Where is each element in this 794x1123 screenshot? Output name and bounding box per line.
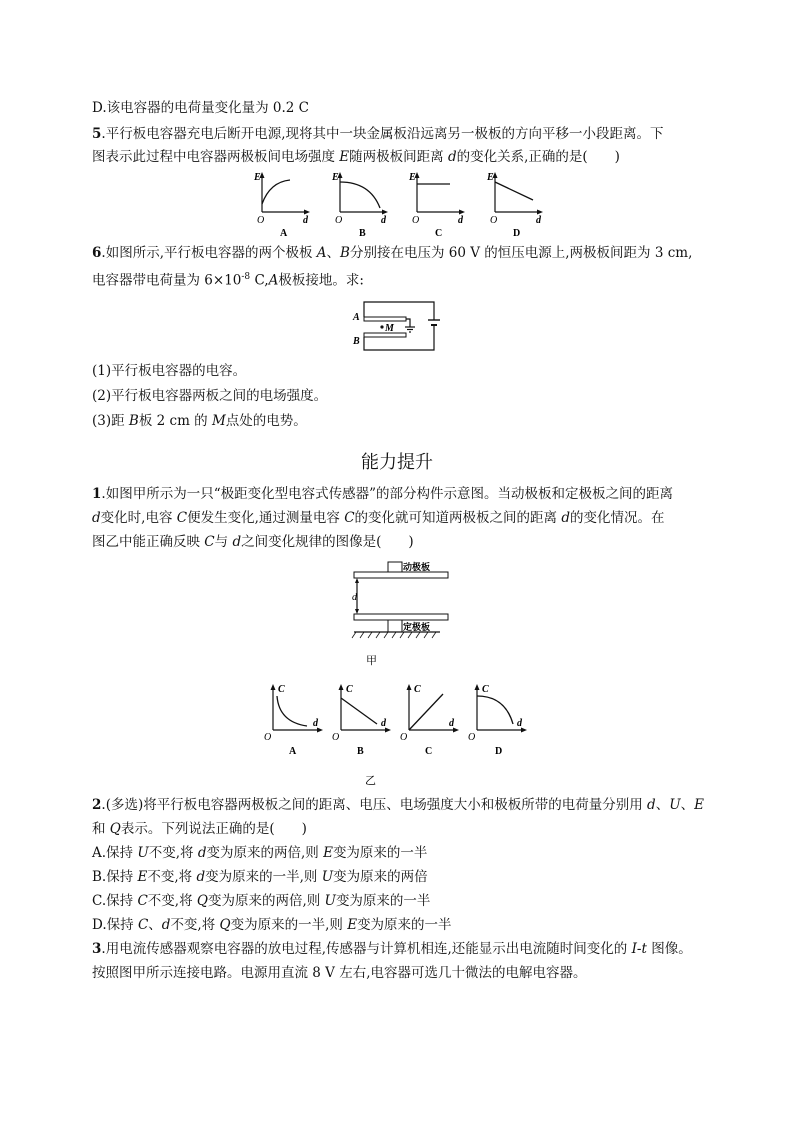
graph-d (468, 684, 527, 757)
figure-caption: 乙 (365, 775, 376, 787)
graph-c (408, 172, 465, 239)
option-text: D.该电容器的电荷量变化量为 0.2 C (92, 100, 310, 116)
arrowhead (382, 210, 388, 215)
var-it: I-t (631, 941, 647, 957)
plate-a (364, 317, 406, 321)
question-number: 3 (92, 941, 102, 957)
p2-option-a (92, 844, 427, 862)
arrowhead (355, 609, 359, 614)
figure-caption: 甲 (366, 655, 377, 667)
p1-stem-line1 (92, 485, 673, 503)
origin-label: O (400, 732, 408, 743)
var: E (137, 869, 148, 885)
x-label: d (381, 215, 386, 226)
y-label: C (346, 684, 353, 695)
option-text: 变为原来的一半,则 (230, 917, 348, 933)
option-label: A (289, 746, 297, 757)
stem-text: 便发生变化,通过测量电容 (187, 510, 345, 526)
y-label: C (482, 684, 489, 695)
stem-text: 按照图甲所示连接电路。电源用直流 8 V 左右,电容器可选几十微法的电解电容器。 (92, 965, 587, 981)
gap-label: d (352, 592, 357, 603)
var: U (137, 845, 149, 861)
q6-sub2 (92, 387, 327, 405)
option-label: C (435, 228, 443, 239)
option-text: C.保持 (92, 893, 138, 909)
ground-lead (406, 319, 410, 327)
stem-text: 之间变化规律的图像是( ) (241, 534, 414, 550)
point-m-label: M (385, 323, 394, 334)
fixed-plate (354, 614, 448, 620)
fixed-plate-label: 定极板 (403, 622, 431, 632)
curve (409, 694, 443, 730)
sub-question: 点处的电势。 (225, 413, 307, 429)
option-label: D (495, 746, 503, 757)
y-label: E (487, 172, 494, 183)
option-text: 变为原来的两倍,则 (206, 845, 324, 861)
var-b: B (340, 245, 350, 261)
curve (340, 182, 380, 208)
var-e: E (339, 149, 350, 165)
stem-text: C, (250, 272, 269, 289)
p2-option-c (92, 892, 430, 910)
origin-label: O (264, 732, 272, 743)
prev-option-d (92, 99, 309, 117)
stem-text: .(多选)将平行板电容器两极板之间的距离、电压、电场强度大小和极板所带的电荷量分别用 (101, 797, 648, 813)
stem-text: 、 (326, 245, 341, 261)
p2-stem-line2 (92, 820, 307, 838)
option-text: 变为原来的一半 (357, 917, 452, 933)
option-label: A (280, 228, 288, 239)
plate-b-label: B (353, 336, 360, 347)
origin-label: O (490, 215, 498, 226)
p2-option-d (92, 916, 452, 934)
q5-stem-line2 (92, 148, 620, 166)
arrowhead (271, 684, 276, 690)
stem-text: 随两极板间距离 (349, 149, 448, 165)
arrowhead (355, 578, 359, 583)
curve (341, 698, 377, 724)
var: C (137, 917, 149, 933)
graph-b (332, 684, 391, 757)
arrowhead (475, 684, 480, 690)
sub-question: 板 2 cm 的 (138, 413, 212, 429)
var-q: Q (109, 821, 121, 837)
option-label: B (357, 746, 364, 757)
origin-label: O (412, 215, 420, 226)
var-d: d (647, 797, 656, 813)
moving-plate-label: 动极板 (403, 562, 431, 572)
curve (277, 696, 307, 726)
q6-sub1 (92, 362, 246, 380)
origin-label: O (257, 215, 265, 226)
stem-text: 图像。 (646, 941, 692, 957)
y-label: C (278, 684, 285, 695)
stem-text: 图乙中能正确反映 (92, 534, 205, 550)
var-d: d (92, 510, 101, 526)
var: d (197, 845, 207, 861)
option-text: 、 (148, 917, 162, 933)
x-label: d (449, 718, 454, 729)
var: Q (196, 893, 208, 909)
stem-text: 变化时,电容 (100, 510, 177, 526)
sub-question: (2)平行板电容器两板之间的电场强度。 (92, 388, 328, 404)
var-e: E (694, 797, 704, 813)
option-text: B.保持 (92, 869, 138, 885)
option-text: 不变,将 (147, 869, 197, 885)
var: d (161, 917, 171, 933)
var: C (137, 893, 148, 909)
stem-text: 的变化就可知道两极板之间的距离 (354, 510, 562, 526)
origin-label: O (332, 732, 340, 743)
option-text: 变为原来的一半 (332, 845, 428, 861)
p2-stem-line1 (92, 796, 704, 814)
p3-stem-line1 (92, 940, 692, 958)
option-text: 不变,将 (170, 917, 220, 933)
stem-text: 与 (214, 534, 233, 550)
var-a: A (316, 245, 327, 261)
arrowhead (407, 684, 412, 690)
y-label: E (254, 172, 261, 183)
var: E (323, 845, 333, 861)
y-label: C (414, 684, 421, 695)
arrowhead (459, 210, 465, 215)
stem-text: 和 (92, 821, 110, 837)
sub-question: (1)平行板电容器的电容。 (92, 363, 247, 379)
y-label: E (409, 172, 416, 183)
stem-text: 的变化关系,正确的是( ) (456, 149, 620, 165)
stem-text: 的变化情况。在 (569, 510, 665, 526)
var-d: d (232, 534, 242, 550)
y-label: E (332, 172, 339, 183)
var-u: U (669, 797, 681, 813)
option-text: 不变,将 (148, 845, 198, 861)
moving-plate-block (388, 562, 402, 572)
option-text: 变为原来的一半,则 (205, 869, 322, 885)
x-label: d (381, 718, 386, 729)
var: d (196, 869, 206, 885)
q6-stem-line2 (92, 268, 364, 290)
graph-c (400, 684, 459, 757)
var-c: C (344, 510, 355, 526)
x-label: d (303, 215, 308, 226)
q5-graphs-figure (240, 168, 560, 240)
q6-stem-line1 (92, 244, 692, 262)
p1-stem-line3 (92, 533, 414, 551)
curve (495, 182, 533, 200)
arrowhead (537, 210, 543, 215)
stem-text: 表示。下列说法正确的是( ) (120, 821, 307, 837)
option-text: 变为原来的两倍,则 (207, 893, 325, 909)
stem-text: 图表示此过程中电容器两极板间电场强度 (92, 149, 340, 165)
option-text: 变为原来的两倍 (333, 869, 428, 885)
curve (262, 180, 290, 204)
stem-text: .如图所示,平行板电容器的两个极板 (101, 245, 317, 261)
bottom-wire (364, 328, 434, 350)
x-label: d (517, 718, 522, 729)
var-c: C (204, 534, 215, 550)
origin-label: O (468, 732, 476, 743)
var-a: A (268, 272, 279, 289)
option-label: D (513, 228, 521, 239)
sub-question: (3)距 (92, 413, 129, 429)
fig-yi-graphs (255, 678, 545, 788)
p2-option-b (92, 868, 428, 886)
stem-text: 、 (655, 797, 670, 813)
graph-a (253, 172, 310, 239)
stem-text: 极板接地。求: (278, 272, 364, 289)
var: U (324, 893, 336, 909)
p1-stem-line2 (92, 509, 664, 527)
q6-circuit-figure (346, 298, 446, 354)
curve (477, 696, 513, 724)
stem-text: .平行板电容器充电后断开电源,现将其中一块金属板沿远离另一极板的方向平移一小段距离。下 (101, 126, 664, 142)
var: E (347, 917, 358, 933)
plate-a-label: A (353, 312, 360, 323)
option-label: B (359, 228, 366, 239)
x-label: d (313, 718, 318, 729)
option-text: 不变,将 (147, 893, 197, 909)
var-m: M (211, 413, 226, 429)
option-label: C (425, 746, 433, 757)
base-hatch (352, 632, 436, 638)
fig-jia-sensor (350, 558, 450, 668)
var-d: d (561, 510, 570, 526)
var-d: d (447, 149, 457, 165)
stem-text: .如图甲所示为一只“极距变化型电容式传感器”的部分构件示意图。当动极板和定极板之间的距离 (101, 486, 673, 502)
stem-text: 、 (680, 797, 695, 813)
q6-sub3 (92, 412, 307, 430)
x-label: d (458, 215, 463, 226)
arrowhead (339, 684, 344, 690)
graph-a (264, 684, 323, 757)
q5-stem-line1 (92, 125, 664, 143)
question-number: 1 (92, 486, 102, 502)
stem-text: .用电流传感器观察电容器的放电过程,传感器与计算机相连,还能显示出电流随时间变化的 (101, 941, 632, 957)
section-heading: 能力提升 (361, 452, 433, 473)
point-m (380, 325, 383, 328)
exponent: -8 (241, 272, 251, 282)
option-text: 变为原来的一半 (335, 893, 431, 909)
arrowhead (304, 210, 310, 215)
question-number: 5 (92, 126, 102, 142)
stem-text: 电容器带电荷量为 6×10 (92, 272, 242, 289)
moving-plate (354, 572, 448, 578)
option-text: D.保持 (92, 917, 138, 933)
var-b: B (128, 413, 139, 429)
graph-b (331, 172, 388, 239)
question-number: 6 (92, 245, 102, 261)
fixed-plate-block (388, 620, 402, 632)
stem-text: 分别接在电压为 60 V 的恒压电源上,两极板间距为 3 cm, (349, 245, 693, 261)
p3-stem-line2 (92, 964, 587, 982)
question-number: 2 (92, 797, 102, 813)
var: Q (219, 917, 231, 933)
option-text: A.保持 (92, 845, 138, 861)
var-c: C (176, 510, 188, 526)
x-label: d (536, 215, 541, 226)
origin-label: O (335, 215, 343, 226)
graph-d (486, 172, 543, 239)
var: U (321, 869, 334, 885)
